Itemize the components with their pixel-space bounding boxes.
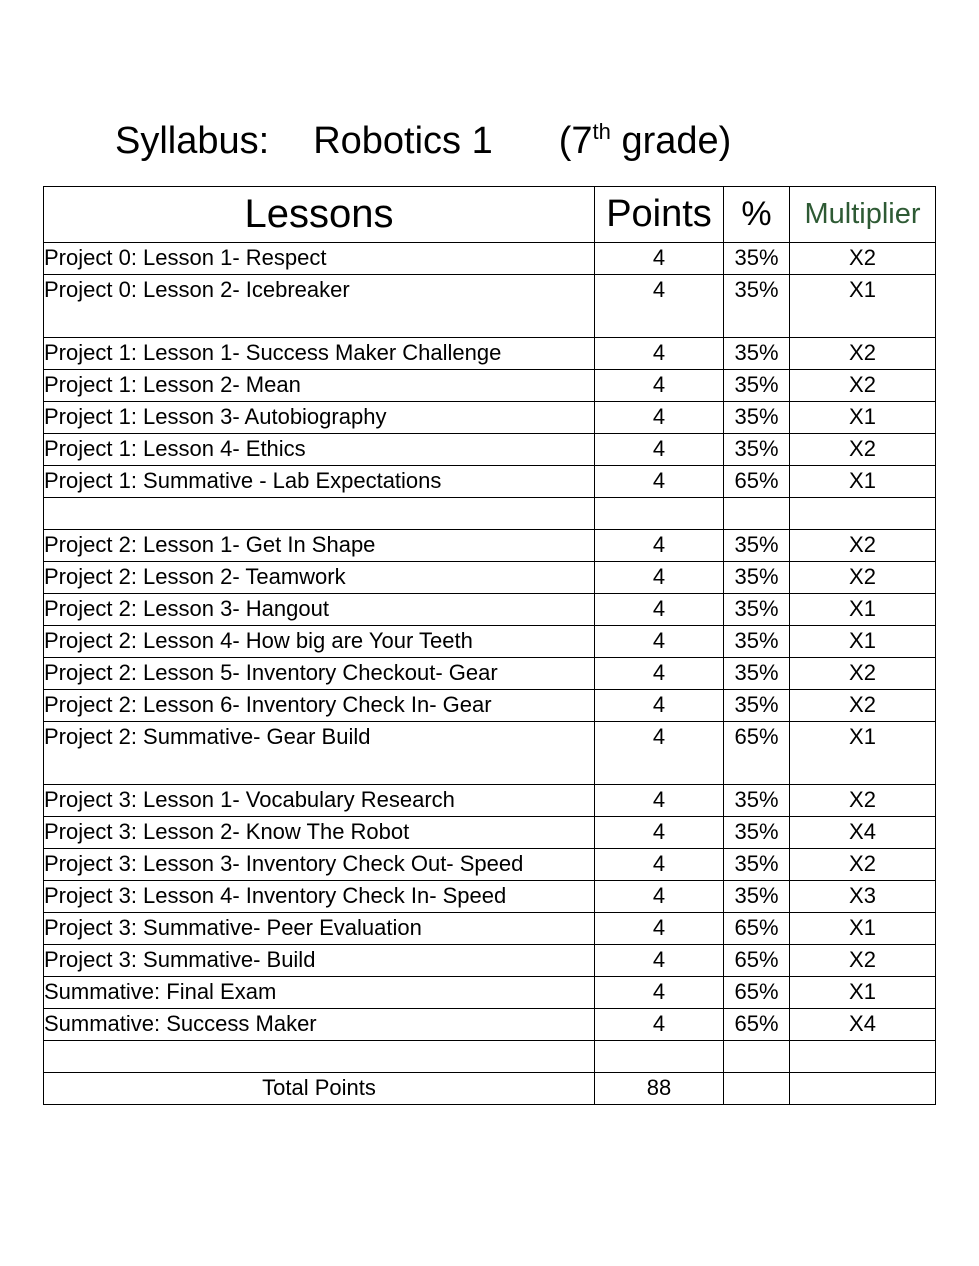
table-row: [44, 658, 936, 690]
percent-cell: 35%: [724, 434, 790, 466]
syllabus-table: [43, 186, 936, 1105]
percent-cell: 35%: [724, 785, 790, 817]
lesson-cell: Project 3: Summative- Build: [44, 945, 595, 977]
multiplier-cell: X1: [790, 626, 936, 658]
points-cell: 4: [595, 722, 724, 785]
table-row-empty: [44, 498, 936, 530]
lesson-cell: Project 2: Lesson 6- Inventory Check In- Gear: [44, 690, 595, 722]
lesson-cell: Project 1: Lesson 3- Autobiography: [44, 402, 595, 434]
percent-cell: 35%: [724, 658, 790, 690]
table-row: [44, 626, 936, 658]
table-row: [44, 530, 936, 562]
points-cell: 4: [595, 913, 724, 945]
table-row: [44, 881, 936, 913]
lesson-cell: Project 1: Lesson 2- Mean: [44, 370, 595, 402]
table-row: [44, 243, 936, 275]
title-course: Robotics 1: [313, 120, 493, 162]
points-cell: 4: [595, 434, 724, 466]
percent-cell: [724, 498, 790, 530]
multiplier-cell: X2: [790, 243, 936, 275]
multiplier-cell: X1: [790, 594, 936, 626]
points-cell: 4: [595, 466, 724, 498]
lesson-cell: Project 0: Lesson 2- Icebreaker: [44, 275, 595, 338]
percent-cell: 35%: [724, 562, 790, 594]
multiplier-cell: X2: [790, 530, 936, 562]
multiplier-cell: X1: [790, 913, 936, 945]
percent-cell: [724, 1041, 790, 1073]
percent-cell: 65%: [724, 945, 790, 977]
percent-cell: 35%: [724, 817, 790, 849]
table-row: [44, 945, 936, 977]
multiplier-cell: X2: [790, 945, 936, 977]
table-row: [44, 562, 936, 594]
table-row: [44, 338, 936, 370]
points-cell: 4: [595, 626, 724, 658]
lesson-cell: Project 3: Summative- Peer Evaluation: [44, 913, 595, 945]
multiplier-cell: X1: [790, 722, 936, 785]
percent-cell: 65%: [724, 977, 790, 1009]
multiplier-cell: X2: [790, 562, 936, 594]
multiplier-cell: X1: [790, 466, 936, 498]
lesson-cell: Project 1: Lesson 4- Ethics: [44, 434, 595, 466]
percent-cell: 35%: [724, 690, 790, 722]
percent-cell: 65%: [724, 1009, 790, 1041]
title-grade: (7th grade): [558, 119, 732, 162]
points-cell: 4: [595, 1009, 724, 1041]
lesson-cell: Project 2: Lesson 5- Inventory Checkout- Gear: [44, 658, 595, 690]
percent-cell: 65%: [724, 913, 790, 945]
lesson-cell: Project 3: Lesson 1- Vocabulary Research: [44, 785, 595, 817]
percent-cell: 35%: [724, 881, 790, 913]
points-cell: 4: [595, 338, 724, 370]
table-row: [44, 913, 936, 945]
points-cell: 4: [595, 275, 724, 338]
lesson-cell: Project 1: Summative - Lab Expectations: [44, 466, 595, 498]
lesson-cell: Project 3: Lesson 4- Inventory Check In- Speed: [44, 881, 595, 913]
points-cell: 4: [595, 530, 724, 562]
lesson-cell: Project 2: Lesson 2- Teamwork: [44, 562, 595, 594]
table-row: [44, 817, 936, 849]
points-cell: 4: [595, 881, 724, 913]
percent-cell: 65%: [724, 466, 790, 498]
multiplier-cell: X2: [790, 690, 936, 722]
percent-cell: 35%: [724, 530, 790, 562]
percent-cell: 35%: [724, 370, 790, 402]
multiplier-cell: X1: [790, 402, 936, 434]
points-cell: 4: [595, 977, 724, 1009]
percent-cell: 35%: [724, 594, 790, 626]
lesson-cell: Project 1: Lesson 1- Success Maker Challenge: [44, 338, 595, 370]
total-points: 88: [595, 1073, 724, 1105]
multiplier-cell: X2: [790, 785, 936, 817]
percent-cell: 35%: [724, 243, 790, 275]
table-row: [44, 466, 936, 498]
table-row: [44, 275, 936, 338]
table-row: [44, 1009, 936, 1041]
lesson-cell: Summative: Final Exam: [44, 977, 595, 1009]
percent-cell: 35%: [724, 849, 790, 881]
percent-cell: 35%: [724, 338, 790, 370]
percent-cell: 35%: [724, 626, 790, 658]
table-row: [44, 849, 936, 881]
total-multiplier-cell: [790, 1073, 936, 1105]
percent-cell: 35%: [724, 275, 790, 338]
header-points: Points: [595, 187, 724, 243]
table-row: [44, 402, 936, 434]
lesson-cell: Project 2: Summative- Gear Build: [44, 722, 595, 785]
points-cell: 4: [595, 849, 724, 881]
multiplier-cell: [790, 1041, 936, 1073]
total-row: [44, 1073, 936, 1105]
lesson-cell: Project 2: Lesson 1- Get In Shape: [44, 530, 595, 562]
table-row: [44, 977, 936, 1009]
header-percent: %: [724, 187, 790, 243]
multiplier-cell: X4: [790, 1009, 936, 1041]
multiplier-cell: X1: [790, 977, 936, 1009]
lesson-cell: Project 0: Lesson 1- Respect: [44, 243, 595, 275]
table-row-empty: [44, 1041, 936, 1073]
lesson-cell: Summative: Success Maker: [44, 1009, 595, 1041]
points-cell: 4: [595, 243, 724, 275]
title-syllabus: Syllabus:: [115, 120, 270, 162]
multiplier-cell: X2: [790, 849, 936, 881]
lesson-cell: Project 3: Lesson 2- Know The Robot: [44, 817, 595, 849]
points-cell: [595, 1041, 724, 1073]
multiplier-cell: [790, 498, 936, 530]
table-row: [44, 690, 936, 722]
multiplier-cell: X2: [790, 338, 936, 370]
page-title: [115, 117, 731, 165]
table-row: [44, 594, 936, 626]
points-cell: 4: [595, 402, 724, 434]
points-cell: 4: [595, 817, 724, 849]
lesson-cell: Project 2: Lesson 3- Hangout: [44, 594, 595, 626]
table-row: [44, 434, 936, 466]
points-cell: 4: [595, 945, 724, 977]
multiplier-cell: X2: [790, 658, 936, 690]
header-multiplier: Multiplier: [790, 187, 936, 243]
title-grade-sup: th: [592, 119, 611, 144]
multiplier-cell: X2: [790, 370, 936, 402]
points-cell: 4: [595, 594, 724, 626]
points-cell: 4: [595, 562, 724, 594]
total-percent-cell: [724, 1073, 790, 1105]
percent-cell: 65%: [724, 722, 790, 785]
points-cell: 4: [595, 658, 724, 690]
points-cell: 4: [595, 690, 724, 722]
table-header-row: [44, 187, 936, 243]
lesson-cell: [44, 1041, 595, 1073]
multiplier-cell: X2: [790, 434, 936, 466]
lesson-cell: [44, 498, 595, 530]
points-cell: [595, 498, 724, 530]
table-row: [44, 785, 936, 817]
lesson-cell: Project 2: Lesson 4- How big are Your Teeth: [44, 626, 595, 658]
multiplier-cell: X4: [790, 817, 936, 849]
lesson-cell: Project 3: Lesson 3- Inventory Check Out- Speed: [44, 849, 595, 881]
points-cell: 4: [595, 785, 724, 817]
table-row: [44, 370, 936, 402]
header-lessons: Lessons: [44, 187, 595, 243]
points-cell: 4: [595, 370, 724, 402]
multiplier-cell: X3: [790, 881, 936, 913]
total-label: Total Points: [44, 1073, 595, 1105]
multiplier-cell: X1: [790, 275, 936, 338]
percent-cell: 35%: [724, 402, 790, 434]
table-row: [44, 722, 936, 785]
